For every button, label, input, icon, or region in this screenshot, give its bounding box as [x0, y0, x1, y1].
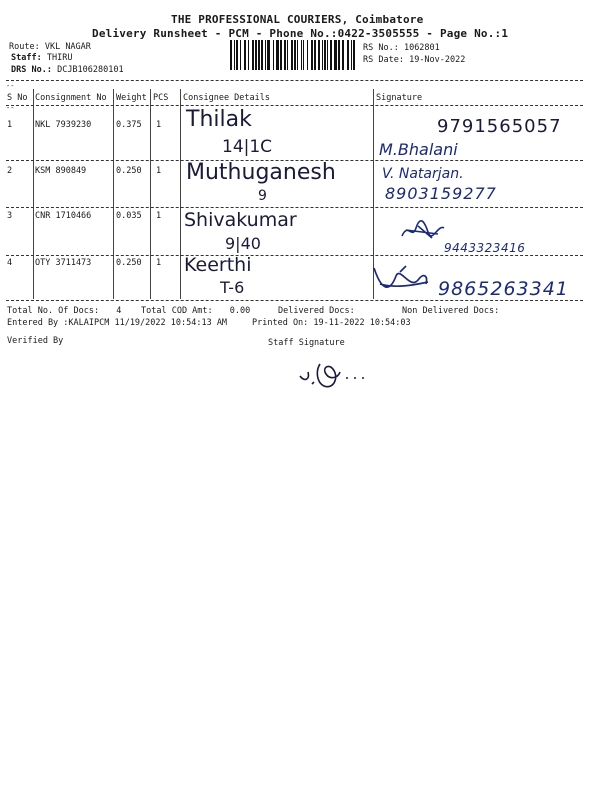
- row-sno: 2: [7, 166, 13, 176]
- drs-value: DCJB106280101: [57, 65, 124, 75]
- row-sno: 4: [7, 258, 13, 268]
- vline-3: [150, 89, 151, 299]
- barcode-bar: [338, 40, 340, 70]
- drs-row: [11, 65, 124, 75]
- barcode-bar: [276, 40, 279, 70]
- row-weight: 0.250: [116, 258, 142, 268]
- barcode-bar: [294, 40, 296, 70]
- barcode-bar: [230, 40, 232, 70]
- rs-date-row: [363, 55, 465, 65]
- staff-value: THIRU: [46, 53, 73, 63]
- rule-marker: --: [6, 82, 15, 90]
- vline-2: [113, 89, 114, 299]
- drs-label: DRS No.:: [11, 65, 52, 75]
- handwritten-phone: 9791565057: [437, 116, 562, 137]
- barcode-bar: [322, 40, 323, 70]
- barcode-bar: [265, 40, 266, 70]
- row-rule: [6, 255, 583, 256]
- handwritten-name: Thilak: [186, 107, 252, 132]
- handwritten-address: 9|40: [225, 234, 261, 253]
- barcode-bar: [330, 40, 332, 70]
- barcode-bar: [280, 40, 282, 70]
- barcode-bar: [244, 40, 246, 70]
- row-weight: 0.375: [116, 120, 142, 130]
- barcode-bar: [334, 40, 337, 70]
- row-consignment: OTY 3711473: [35, 258, 92, 268]
- signature-scribble: [398, 218, 448, 242]
- barcode-bar: [273, 40, 274, 70]
- entered-by: Entered By :KALAIPCM 11/19/2022 10:54:13 AM: [7, 318, 228, 328]
- vline-1: [33, 89, 34, 299]
- row-consignment: NKL 7939230: [35, 120, 92, 130]
- total-docs-label: Total No. Of Docs:: [7, 306, 100, 316]
- handwritten-address: T-6: [220, 278, 245, 297]
- handwritten-name: Muthuganesh: [186, 160, 336, 185]
- rs-no-label: RS No.:: [363, 43, 399, 53]
- col-signature: Signature: [376, 93, 423, 103]
- handwritten-signature: V. Natarjan.: [382, 166, 464, 182]
- barcode-bar: [314, 40, 316, 70]
- row-consignment: CNR 1710466: [35, 211, 92, 221]
- row-pcs: 1: [156, 211, 162, 221]
- vline-4: [180, 89, 181, 299]
- signature-scribble: [370, 262, 432, 298]
- rs-no-row: [363, 43, 440, 53]
- barcode-bar: [287, 40, 288, 70]
- barcode-bar: [240, 40, 241, 70]
- rs-no-value: 1062801: [403, 43, 440, 53]
- barcode-bar: [301, 40, 302, 70]
- col-consignment: Consignment No: [35, 93, 107, 103]
- row-sno: 1: [7, 120, 13, 130]
- barcode-bar: [303, 40, 304, 70]
- barcode-bar: [267, 40, 270, 70]
- barcode-bar: [255, 40, 257, 70]
- barcode-bar: [353, 40, 355, 70]
- barcode-bar: [307, 40, 308, 70]
- barcode-bar: [236, 40, 238, 70]
- handwritten-name: Shivakumar: [184, 209, 297, 231]
- handwritten-phone: 9865263341: [438, 278, 569, 300]
- barcode: [230, 40, 358, 70]
- printed-on: Printed On: 19-11-2022 10:54:03: [252, 318, 411, 328]
- staff-signature-scribble: [294, 356, 374, 392]
- barcode-bar: [318, 40, 320, 70]
- handwritten-address: 14|1C: [222, 137, 273, 157]
- bottom-rule: [6, 300, 583, 301]
- barcode-bar: [324, 40, 326, 70]
- barcode-bar: [297, 40, 298, 70]
- barcode-bar: [234, 40, 235, 70]
- row-pcs: 1: [156, 258, 162, 268]
- rs-date-label: RS Date:: [363, 55, 404, 65]
- barcode-bar: [351, 40, 352, 70]
- route-value: VKL NAGAR: [44, 42, 91, 52]
- row-weight: 0.250: [116, 166, 142, 176]
- cod-value: 0.00: [229, 306, 251, 316]
- row-rule: [6, 207, 583, 208]
- rule-marker-2: --: [6, 104, 15, 112]
- top-rule: [6, 80, 583, 81]
- barcode-bar: [252, 40, 254, 70]
- handwritten-address: 9: [258, 188, 267, 204]
- barcode-bar: [248, 40, 249, 70]
- row-pcs: 1: [156, 120, 162, 130]
- totals-row: [7, 306, 121, 316]
- staff-label: Staff:: [11, 53, 42, 63]
- barcode-bar: [327, 40, 328, 70]
- handwritten-phone: 8903159277: [385, 184, 497, 203]
- row-weight: 0.035: [116, 211, 142, 221]
- barcode-bar: [311, 40, 313, 70]
- header-rule: [6, 105, 583, 106]
- rs-date-value: 19-Nov-2022: [409, 55, 466, 65]
- barcode-bar: [347, 40, 349, 70]
- cod-label: Total COD Amt:: [141, 306, 213, 316]
- company-title: THE PROFESSIONAL COURIERS, Coimbatore: [171, 13, 424, 26]
- route-label: Route:: [9, 42, 40, 52]
- route-row: [9, 42, 91, 52]
- row-consignment: KSM 890849: [35, 166, 87, 176]
- handwritten-signature: M.Bhalani: [379, 140, 458, 159]
- staff-signature-label: Staff Signature: [268, 338, 345, 348]
- total-docs-value: 4: [116, 306, 122, 316]
- col-consignee: Consignee Details: [183, 93, 270, 103]
- row-sno: 3: [7, 211, 13, 221]
- col-pcs: PCS: [153, 93, 169, 103]
- barcode-bar: [291, 40, 293, 70]
- handwritten-phone: 9443323416: [444, 241, 526, 255]
- handwritten-name: Keerthi: [184, 254, 252, 276]
- runsheet-subtitle: Delivery Runsheet - PCM - Phone No.:0422-3505555 - Page No.:1: [92, 27, 509, 40]
- row-pcs: 1: [156, 166, 162, 176]
- col-sno: S No: [7, 93, 28, 103]
- barcode-bar: [284, 40, 286, 70]
- non-delivered-label: Non Delivered Docs:: [402, 306, 500, 316]
- barcode-bar: [258, 40, 260, 70]
- col-weight: Weight: [116, 93, 147, 103]
- cod-row: [141, 306, 250, 316]
- barcode-bar: [261, 40, 263, 70]
- verified-by: Verified By: [7, 336, 64, 346]
- staff-row: [11, 53, 72, 63]
- barcode-bar: [342, 40, 344, 70]
- delivered-label: Delivered Docs:: [278, 306, 355, 316]
